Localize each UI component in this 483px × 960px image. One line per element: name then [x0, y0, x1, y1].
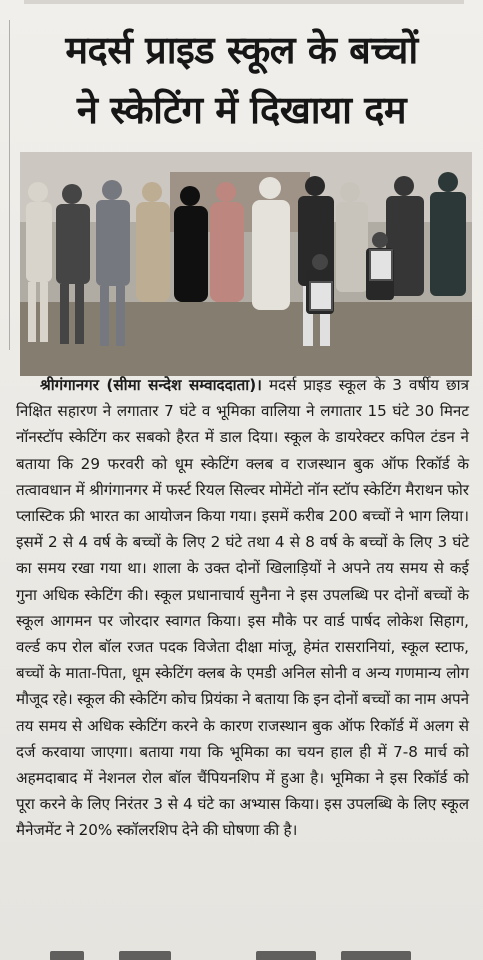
article-body-text: मदर्स प्राइड स्कूल के 3 वर्षीय छात्र निक्षित सहारण ने लगातार 7 घंटे व भूमिका वालिया ने लगातार 15 घंटे 30 मिनट नॉनस्टॉप स्केटिंग कर सबको हैरत में डाल दिया। स्कूल के डायरेक्टर कपिल टंडन ने बताया कि 29 फरवरी को धूम स्केटिंग क्लब व राजस्थान बुक ऑफ रिकॉर्ड के तत्वावधान में श्रीगंगानगर में फर्स्ट रियल सिल्वर मोमेंटो नॉन स्टॉप स्केटिंग मैराथन फोर प्लास्टिक फ्री भारत का आयोजन किया गया। इसमें करीब 200 बच्चों ने भाग लिया। इसमें 2 से 4 वर्ष के बच्चों के लिए 2 घंटे तथा 4 से 8 वर्ष के बच्चों के लिए 3 घंटे का समय रखा गया था। शाला के उक्त दोनों खिलाड़ियों ने अपने तय समय से कई गुना अधिक स्केटिंग की। स्कूल प्रधानाचार्य सुनैना ने इस उपलब्धि पर दोनों बच्चों के स्कूल आगमन पर जोरदार स्वागत किया। इस मौके पर वार्ड पार्षद लोकेश सिहाग, वर्ल्ड कप रोल बॉल रजत पदक विजेता दीक्षा मांजू, हेमंत रासरानियां, स्कूल स्टाफ, बच्चों के माता-पिता, धूम स्केटिंग क्लब के एमडी अनिल सोनी व अन्य गणमान्य लोग मौजूद रहे। स्कूल की स्केटिंग कोच प्रियंका ने बताया कि इन दोनों बच्चों का नाम अपने तय समय से अधिक स्केटिंग करने के कारण राजस्थान बुक ऑफ रिकॉर्ड में अलग से दर्ज करवाया जाएगा। बताया गया कि भूमिका का चयन हाल ही में 7-8 मार्च को अहमदाबाद में नेशनल रोल बॉल चैंपियनशिप में हुआ है। भूमिका ने इस रिकॉर्ड को पूरा करने के लिए निरंतर 3 से 4 घंटे का अभ्यास किया। इस उपलब्धि के लिए स्कूल मैनेजमेंट ने 20% स्कॉलरशिप देने की घोषणा की है।: [16, 376, 469, 840]
article-body: [16, 372, 469, 844]
headline-line-2: ने स्केटिंग में दिखाया दम: [76, 88, 407, 132]
group-photo: [20, 152, 472, 376]
article-headline: [14, 20, 469, 140]
top-divider: [24, 0, 464, 4]
column-rule: [9, 20, 10, 350]
headline-line-1: मदर्स प्राइड स्कूल के बच्चों: [65, 28, 418, 72]
article-dateline: श्रीगंगानगर (सीमा सन्देश सम्वाददाता)।: [40, 376, 262, 394]
next-headline-cutoff: [40, 946, 443, 960]
group-photo-illustration: [20, 152, 472, 376]
